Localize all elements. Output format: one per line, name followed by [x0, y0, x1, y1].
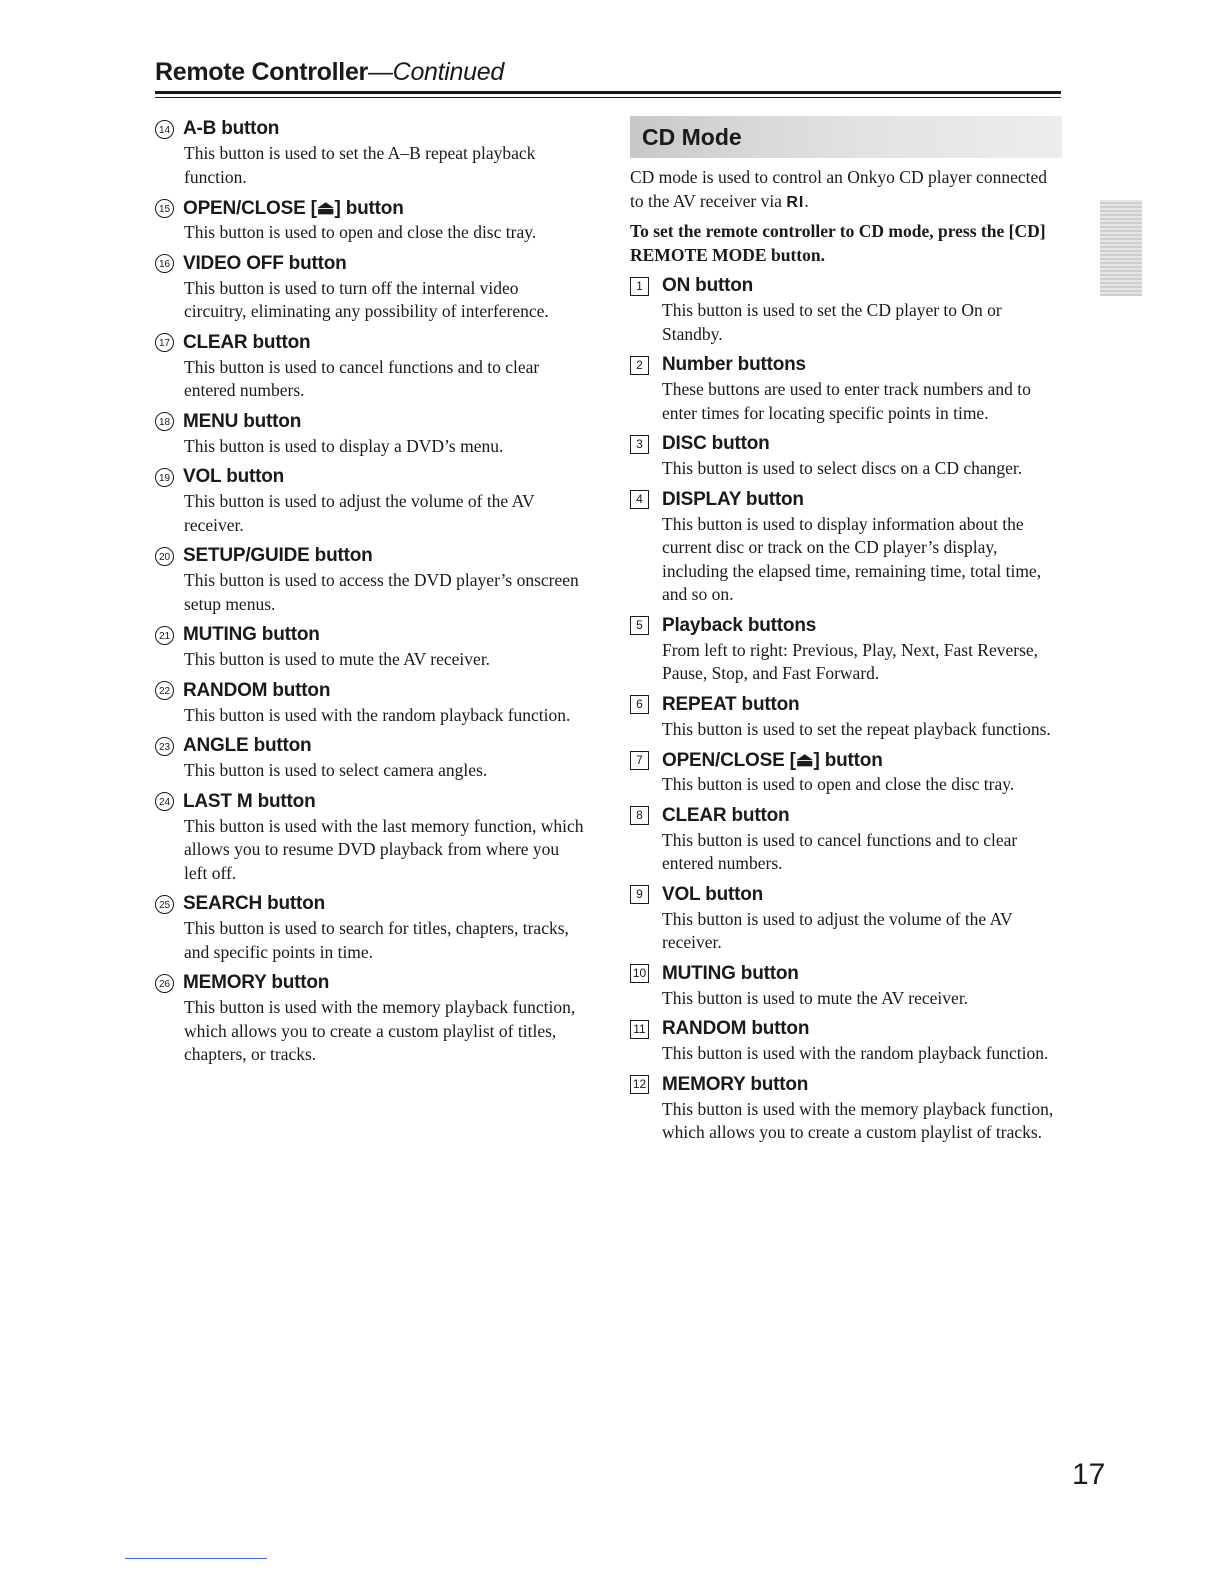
- item-description: This button is used to select camera angles.: [184, 760, 488, 780]
- list-item: [630, 1016, 1062, 1066]
- item-title: Number buttons: [662, 354, 806, 375]
- header-rule-thin: [155, 97, 1061, 98]
- cd-mode-title: CD Mode: [642, 123, 742, 150]
- item-number-marker: 7: [630, 751, 649, 770]
- page-title-main: Remote Controller: [155, 58, 368, 86]
- item-head: [630, 1072, 1062, 1098]
- item-title: CLEAR button: [662, 804, 790, 826]
- item-number-marker: 20: [155, 547, 174, 566]
- item-description: This button is used to display information about the current disc or track on the CD player’s display, including the elapsed time, remaining time, total time, and so on.: [662, 513, 1042, 604]
- item-description: This button is used with the memory playback function, which allows you to create a custom playlist of titles, chapters, or tracks.: [184, 997, 576, 1064]
- item-description: This button is used to search for titles, chapters, tracks, and specific points in time.: [184, 918, 569, 962]
- left-column: [155, 116, 585, 1073]
- list-item: [630, 487, 1062, 607]
- item-head: [155, 970, 585, 996]
- item-head: [630, 613, 1062, 639]
- item-description: This button is used to adjust the volume of the AV receiver.: [184, 491, 535, 535]
- footer-line: [125, 1558, 267, 1559]
- item-head: [155, 464, 585, 490]
- item-title: OPEN/CLOSE [⏏] button: [662, 749, 883, 771]
- item-description: This button is used to open and close the disc tray.: [662, 774, 1015, 794]
- item-description: This button is used to mute the AV receiver.: [662, 987, 969, 1008]
- item-description: This button is used to set the CD player to On or Standby.: [662, 300, 1002, 344]
- ri-logo-icon: RI: [786, 193, 805, 211]
- item-title: SEARCH button: [183, 893, 325, 914]
- item-head: [155, 678, 585, 704]
- item-head: [155, 622, 585, 648]
- item-description: This button is used to display a DVD’s menu.: [184, 435, 504, 456]
- item-description: This button is used to mute the AV receiver.: [184, 649, 491, 669]
- item-number-marker: 10: [630, 964, 649, 983]
- item-description: This button is used to set the A–B repeat playback function.: [184, 143, 536, 187]
- list-item: [155, 543, 585, 616]
- item-description: This button is used to cancel functions and to clear entered numbers.: [662, 829, 1018, 873]
- list-item: [630, 1072, 1062, 1145]
- item-number-marker: 24: [155, 792, 174, 811]
- item-description: This button is used with the random playback function.: [184, 704, 571, 725]
- item-description: This button is used to open and close the disc tray.: [184, 222, 537, 242]
- item-number-marker: 9: [630, 885, 649, 904]
- item-title: A-B button: [183, 118, 280, 139]
- item-head: [630, 961, 1062, 987]
- item-number-marker: 18: [155, 412, 174, 431]
- page-title: [155, 56, 1061, 88]
- item-description: These buttons are used to enter track numbers and to enter times for locating specific points in time.: [662, 379, 1031, 423]
- cd-mode-intro-end: .: [804, 190, 809, 211]
- list-item: [155, 195, 585, 245]
- item-title: OPEN/CLOSE [⏏] button: [183, 197, 404, 219]
- item-title: MENU button: [183, 410, 302, 432]
- item-head: [155, 891, 585, 917]
- item-head: [630, 487, 1062, 513]
- item-title: ON button: [662, 275, 754, 296]
- item-number-marker: 6: [630, 695, 649, 714]
- item-head: [630, 431, 1062, 457]
- cd-mode-intro: [630, 166, 1062, 214]
- item-title: VOL button: [662, 883, 764, 905]
- list-item: [630, 692, 1062, 742]
- item-number-marker: 17: [155, 333, 174, 352]
- item-title: SETUP/GUIDE button: [183, 545, 373, 566]
- item-head: [630, 882, 1062, 908]
- list-item: [155, 970, 585, 1067]
- page-title-suffix: —Continued: [367, 58, 504, 86]
- item-title: MUTING button: [183, 624, 320, 645]
- item-head: [630, 1016, 1062, 1042]
- item-title: REPEAT button: [662, 693, 800, 715]
- item-number-marker: 12: [630, 1075, 649, 1094]
- cd-mode-items: [630, 273, 1062, 1145]
- item-description: This button is used to turn off the internal video circuitry, eliminating any possibility of interference.: [184, 277, 549, 321]
- item-number-marker: 3: [630, 435, 649, 454]
- item-head: [155, 789, 585, 815]
- item-number-marker: 5: [630, 616, 649, 635]
- item-title: VIDEO OFF button: [183, 252, 347, 274]
- item-number-marker: 23: [155, 737, 174, 756]
- item-description: This button is used to select discs on a CD changer.: [662, 458, 1023, 478]
- list-item: [155, 789, 585, 886]
- list-item: [630, 882, 1062, 955]
- item-number-marker: 22: [155, 681, 174, 700]
- item-title: RANDOM button: [662, 1018, 810, 1039]
- item-description: This button is used to cancel functions and to clear entered numbers.: [184, 356, 540, 400]
- list-item: [630, 431, 1062, 481]
- item-number-marker: 26: [155, 974, 174, 993]
- list-item: [630, 273, 1062, 346]
- item-title: ANGLE button: [183, 735, 312, 756]
- item-head: [630, 747, 1062, 773]
- item-head: [155, 409, 585, 435]
- item-number-marker: 15: [155, 199, 174, 218]
- item-title: MUTING button: [662, 962, 799, 984]
- item-head: [155, 116, 585, 142]
- item-title: MEMORY button: [183, 972, 330, 993]
- list-item: [155, 251, 585, 324]
- item-head: [155, 195, 585, 221]
- item-title: Playback buttons: [662, 614, 817, 636]
- item-description: This button is used to access the DVD player’s onscreen setup menus.: [184, 570, 579, 614]
- item-head: [155, 330, 585, 356]
- item-head: [155, 543, 585, 569]
- item-number-marker: 4: [630, 490, 649, 509]
- item-title: VOL button: [183, 466, 285, 487]
- list-item: [155, 330, 585, 403]
- list-item: [630, 613, 1062, 686]
- item-description: This button is used to adjust the volume of the AV receiver.: [662, 908, 1013, 952]
- item-number-marker: 8: [630, 806, 649, 825]
- header-rule-thick: [155, 91, 1061, 94]
- item-number-marker: 2: [630, 356, 649, 375]
- cd-mode-instruction: To set the remote controller to CD mode, press the [CD] REMOTE MODE button.: [630, 221, 1046, 265]
- item-head: [630, 273, 1062, 299]
- item-head: [630, 803, 1062, 829]
- item-number-marker: 21: [155, 626, 174, 645]
- item-head: [155, 733, 585, 759]
- item-head: [155, 251, 585, 277]
- item-title: DISC button: [662, 433, 770, 454]
- item-title: DISPLAY button: [662, 488, 804, 510]
- item-description: This button is used with the memory playback function, which allows you to create a custom playlist of tracks.: [662, 1098, 1054, 1142]
- item-description: This button is used to set the repeat playback functions.: [662, 718, 1051, 739]
- item-description: This button is used with the random playback function.: [662, 1043, 1049, 1063]
- item-description: This button is used with the last memory function, which allows you to resume DVD playback from where you left off.: [184, 815, 584, 883]
- list-item: [155, 409, 585, 459]
- right-column: [630, 116, 1062, 1151]
- cd-mode-intro-text: CD mode is used to control an Onkyo CD player connected to the AV receiver via: [630, 167, 1047, 211]
- item-description: From left to right: Previous, Play, Next, Fast Reverse, Pause, Stop, and Fast Forward.: [662, 639, 1039, 683]
- list-item: [155, 891, 585, 964]
- list-item: [155, 733, 585, 783]
- page-number: 17: [1072, 1458, 1106, 1491]
- list-item: [155, 678, 585, 728]
- list-item: [630, 352, 1062, 425]
- item-number-marker: 11: [630, 1020, 649, 1039]
- side-tab-marker: [1100, 200, 1142, 296]
- item-title: MEMORY button: [662, 1073, 809, 1095]
- list-item: [155, 116, 585, 189]
- cd-mode-section-bar: [630, 116, 1062, 158]
- list-item: [155, 622, 585, 672]
- list-item: [155, 464, 585, 537]
- list-item: [630, 961, 1062, 1011]
- item-number-marker: 25: [155, 895, 174, 914]
- item-number-marker: 14: [155, 120, 174, 139]
- item-number-marker: 16: [155, 254, 174, 273]
- list-item: [630, 747, 1062, 797]
- page-header: [155, 56, 1061, 88]
- item-head: [630, 692, 1062, 718]
- list-item: [630, 803, 1062, 876]
- item-head: [630, 352, 1062, 378]
- item-number-marker: 1: [630, 277, 649, 296]
- item-title: LAST M button: [183, 790, 316, 812]
- item-title: CLEAR button: [183, 331, 311, 353]
- item-number-marker: 19: [155, 468, 174, 487]
- item-title: RANDOM button: [183, 679, 331, 701]
